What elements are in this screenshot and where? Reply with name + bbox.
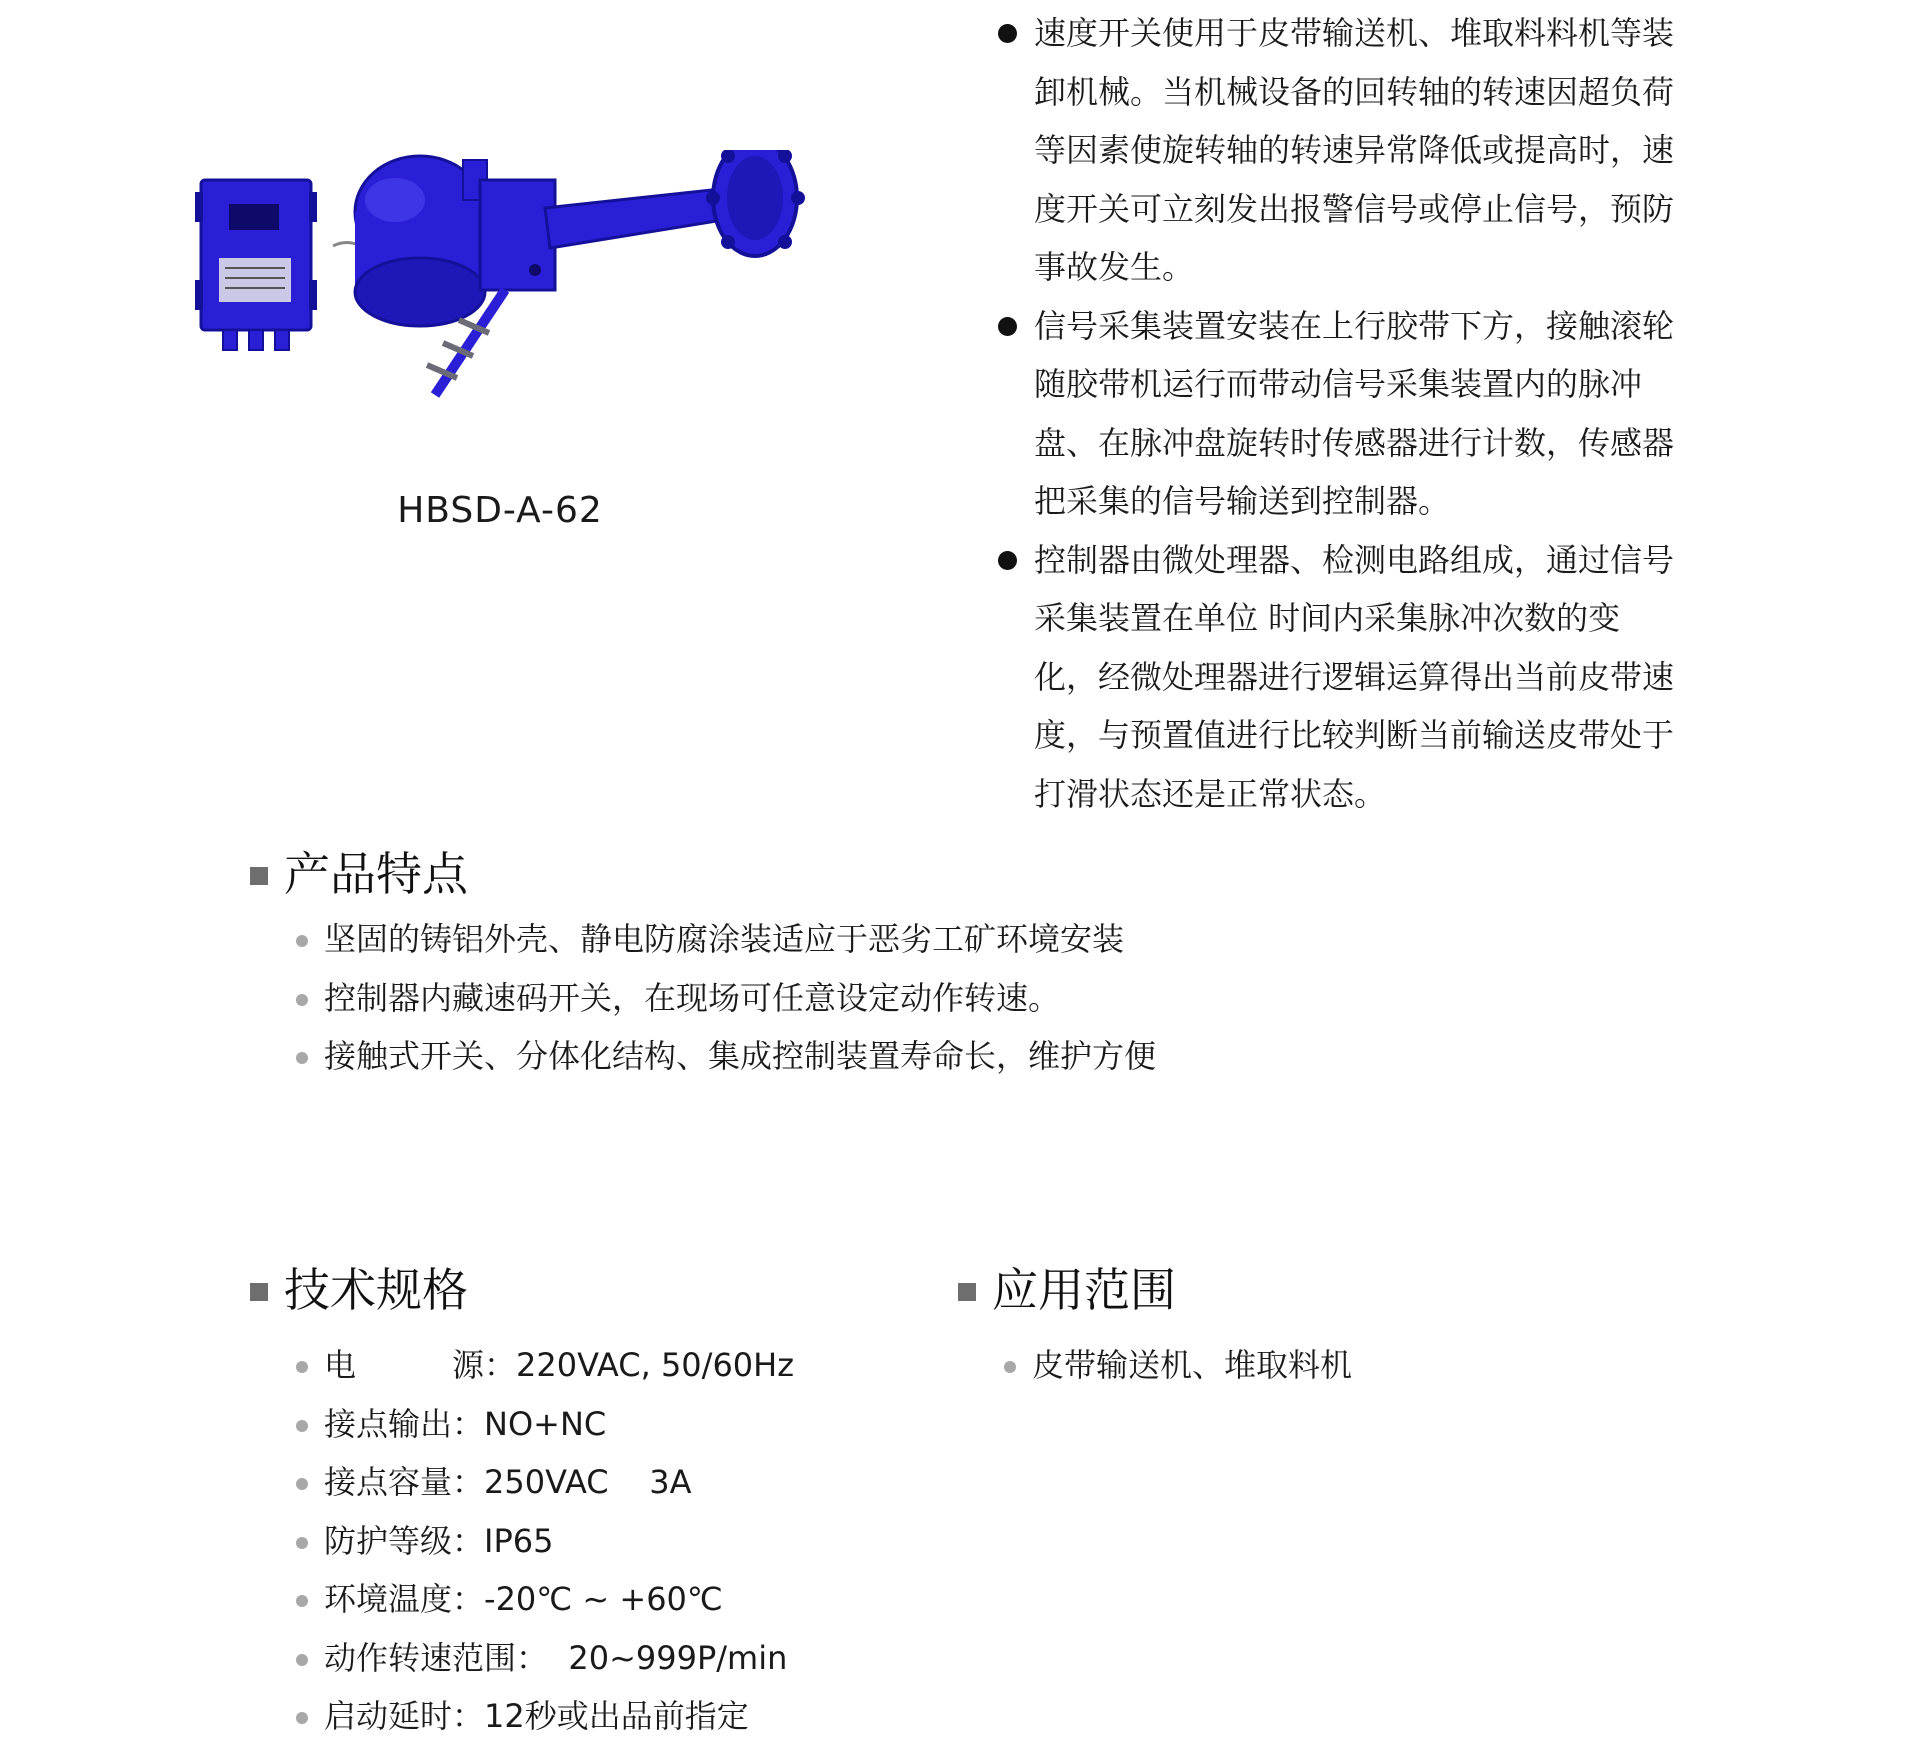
- dot-icon: [296, 994, 308, 1006]
- features-list: [296, 910, 1156, 1086]
- spec-value: ：-20℃ ~ +60℃: [452, 1580, 723, 1618]
- spec-label: 防护等级: [324, 1521, 453, 1560]
- spec-label: 启动延时: [324, 1697, 453, 1735]
- dot-icon: [296, 1478, 308, 1490]
- spec-item-power: [296, 1336, 794, 1395]
- applications-heading: 应用范围: [958, 1254, 1176, 1320]
- controller-box: [195, 180, 317, 350]
- spec-item-contact-output: [296, 1395, 794, 1454]
- spec-item-start-delay: [296, 1687, 794, 1746]
- intro-item: 信号采集装置安装在上行胶带下方，接触滚轮随胶带机运行而带动信号采集装置内的脉冲盘、在脉冲盘旋转时传感器进行计数，传感器把采集的信号输送到控制器。: [996, 297, 1676, 531]
- speed-switch-product-icon: [195, 150, 835, 410]
- spec-item-speed-range: [296, 1629, 794, 1688]
- mount-bracket: [480, 180, 555, 290]
- model-number: HBSD-A-62: [397, 490, 603, 531]
- spec-value: ：220VAC, 50/60Hz: [484, 1346, 795, 1384]
- spec-label: 接点输出: [324, 1404, 453, 1443]
- dot-icon: [296, 1595, 308, 1607]
- spec-label: 环境温度: [324, 1580, 453, 1618]
- intro-item: 速度开关使用于皮带输送机、堆取料料机等装卸机械。当机械设备的回转轴的转速因超负荷等因素使旋转轴的转速异常降低或提高时，速度开关可立刻发出报警信号或停止信号，预防事故发生。: [996, 4, 1676, 297]
- feature-item: 控制器内藏速码开关，在现场可任意设定动作转速。: [296, 969, 1156, 1028]
- specs-heading: 技术规格: [250, 1254, 468, 1320]
- spec-value: ： 20~999P/min: [516, 1638, 788, 1677]
- specs-list: [296, 1336, 794, 1746]
- sensor-drum: [355, 156, 487, 326]
- square-marker-icon: [250, 1283, 268, 1301]
- product-image: [195, 150, 835, 410]
- contact-wheel: [706, 150, 805, 256]
- spec-item-protection: [296, 1512, 794, 1571]
- dot-icon: [296, 1712, 308, 1724]
- square-marker-icon: [958, 1283, 976, 1301]
- spec-value: ：12秒或出品前指定: [452, 1697, 749, 1735]
- dot-icon: [296, 1052, 308, 1064]
- applications-list: [1004, 1336, 1352, 1395]
- intro-list: [996, 4, 1676, 823]
- dot-icon: [296, 1654, 308, 1666]
- feature-item: 接触式开关、分体化结构、集成控制装置寿命长，维护方便: [296, 1027, 1156, 1086]
- spec-label: 动作转速范围: [324, 1638, 517, 1677]
- dot-icon: [296, 1537, 308, 1549]
- bullet-icon: [998, 317, 1017, 336]
- dot-icon: [1004, 1361, 1016, 1373]
- spec-label: 接点容量: [324, 1463, 453, 1501]
- features-heading: 产品特点: [250, 838, 468, 904]
- dot-icon: [296, 935, 308, 947]
- feature-item: 坚固的铸铝外壳、静电防腐涂装适应于恶劣工矿环境安装: [296, 910, 1156, 969]
- spec-item-temperature: [296, 1570, 794, 1629]
- dot-icon: [296, 1420, 308, 1432]
- bullet-icon: [998, 24, 1017, 43]
- square-marker-icon: [250, 867, 268, 885]
- spec-value: ：IP65: [452, 1521, 554, 1560]
- intro-item: 控制器由微处理器、检测电路组成，通过信号采集装置在单位 时间内采集脉冲次数的变化，经微处理器进行逻辑运算得出当前皮带速度，与预置值进行比较判断当前输送皮带处于打滑状态还是正常状态。: [996, 531, 1676, 824]
- spec-value: ：NO+NC: [452, 1404, 607, 1443]
- spec-item-contact-capacity: [296, 1453, 794, 1512]
- bullet-icon: [998, 551, 1017, 570]
- spec-value: ：250VAC 3A: [452, 1463, 692, 1501]
- spec-label: 电 源: [324, 1346, 484, 1384]
- application-item: 皮带输送机、堆取料机: [1004, 1336, 1352, 1395]
- dot-icon: [296, 1361, 308, 1373]
